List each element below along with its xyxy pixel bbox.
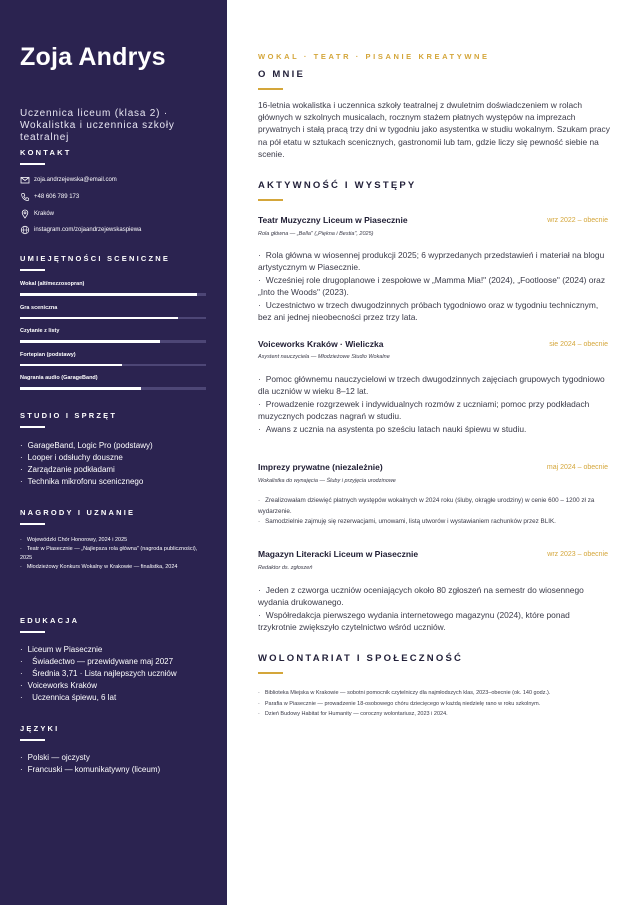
job-title: Imprezy prywatne (niezależnie): [258, 462, 383, 472]
list-item: · Liceum w Piasecznie: [20, 644, 215, 656]
list-item: · Rola główna w wiosennej produkcji 2025; 6 wyprzedanych przedstawień i materiał na blogu artystycznym w Piasecznie.: [258, 249, 610, 274]
skill-bar-fill: [20, 364, 122, 367]
list-item: · Świadectwo — przewidywane maj 2027: [20, 656, 215, 668]
phone-icon: [20, 192, 30, 202]
contact-phone-text: +48 606 789 173: [34, 194, 80, 200]
job-date: wrz 2023 – obecnie: [547, 551, 608, 558]
about-heading: O MNIE: [258, 69, 305, 80]
volunteer-heading: WOLONTARIAT I SPOŁECZNOŚĆ: [258, 653, 464, 664]
list-item: · Technika mikrofonu scenicznego: [20, 476, 215, 488]
list-item: · Wcześniej role drugoplanowe i zespołowe w „Mamma Mia!" (2024), „Footloose" (2024) oraz „Into the Woods" (2023).: [258, 274, 610, 299]
job-subtitle: Asystent nauczyciela — Młodzieżowe Studio Wokalne: [258, 354, 390, 360]
list-item: · Parafia w Piasecznie — prowadzenie 18-osobowego chóru dziecięcego w każdą niedzielę rano w roku szkolnym.: [258, 699, 610, 710]
skill-label: Nagrania audio (GarageBand): [20, 375, 98, 381]
job-title: Magazyn Literacki Liceum w Piasecznie: [258, 549, 419, 559]
skill-bar-fill: [20, 293, 197, 296]
candidate-subtitle: Uczennica liceum (klasa 2) · Wokalistka i uczennica szkoły teatralnej: [20, 108, 175, 143]
languages-list: [20, 752, 215, 776]
job-bullets: [258, 373, 610, 435]
contact-location-text: Kraków: [34, 211, 55, 217]
job-title: Voiceworks Kraków · Wieliczka: [258, 339, 384, 349]
list-item: · Współredakcja pierwszego wydania internetowego magazynu (2024), które ponad trzykrotnie zwiększyło czytelnictwo wśród uczniów.: [258, 609, 610, 634]
list-item: · Voiceworks Kraków: [20, 680, 215, 692]
job-subtitle: Rola główna — „Bella" („Piękna i Bestia", 2025): [258, 231, 374, 237]
mail-icon: [20, 175, 30, 185]
skill-row: [20, 305, 206, 311]
job-bullets: [258, 249, 610, 323]
globe-icon: [20, 225, 30, 235]
list-item: · Samodzielnie zajmuję się rezerwacjami, umowami, listą utworów i wystawianiem rachunków przez BLIK.: [258, 517, 610, 528]
job-subtitle: Wokalistka do wynajęcia — Śluby i przyjęcia urodzinowe: [258, 478, 396, 484]
education-list: [20, 644, 215, 704]
job-date: wrz 2022 – obecnie: [547, 217, 608, 224]
skill-bar-fill: [20, 340, 160, 343]
list-item: · Prowadzenie rozgrzewek i indywidualnych rozmów z uczniami; pomoc przy podkładach muzycznych podczas nagrań w studiu.: [258, 398, 610, 423]
skill-row: [20, 352, 206, 358]
list-item: · Zarządzanie podkładami: [20, 464, 215, 476]
list-item: · Młodzieżowy Konkurs Wokalny w Krakowie — finalistka, 2024: [20, 563, 200, 572]
studio-list: [20, 440, 215, 488]
awards-heading: NAGRODY I UZNANIE: [20, 508, 136, 517]
contact-phone[interactable]: [20, 192, 210, 202]
skill-bar-fill: [20, 317, 178, 320]
skill-bar-track: [20, 387, 206, 390]
job-date: maj 2024 – obecnie: [546, 464, 608, 471]
volunteer-list: [258, 688, 610, 720]
list-item: · Francuski — komunikatywny (liceum): [20, 764, 215, 776]
list-item: · Awans z ucznia na asystenta po sześciu latach nauki śpiewu w studiu.: [258, 423, 610, 435]
skill-bar-track: [20, 293, 206, 296]
contact-website[interactable]: [20, 225, 210, 235]
list-item: · Pomoc głównemu nauczycielowi w trzech dwugodzinnych zajęciach grupowych tygodniowo dla uczniów w wieku 8–12 lat.: [258, 373, 610, 398]
location-icon: [20, 209, 30, 219]
job-title: Teatr Muzyczny Liceum w Piasecznie: [258, 215, 408, 225]
skill-bar-track: [20, 317, 206, 320]
list-item: · Uczennica śpiewu, 6 lat: [20, 692, 215, 704]
skill-label: Wokal (alt/mezzosopran): [20, 281, 85, 287]
experience-heading: AKTYWNOŚĆ I WYSTĘPY: [258, 180, 417, 191]
skills-heading: UMIEJĘTNOŚCI SCENICZNE: [20, 254, 171, 263]
list-item: · Średnia 3,71 · Lista najlepszych uczniów: [20, 668, 215, 680]
list-item: · Wojewódzki Chór Honorowy, 2024 i 2025: [20, 536, 200, 545]
list-item: · Jeden z czworga uczniów oceniających około 80 zgłoszeń na semestr do wiosennego wydania drukowanego.: [258, 584, 610, 609]
contact-website-text: instagram.com/zojaandrzejewskaspiewa: [34, 227, 142, 233]
languages-heading: JĘZYKI: [20, 724, 60, 733]
tagline: WOKAL · TEATR · PISANIE KREATYWNE: [258, 52, 490, 61]
job-subtitle: Redaktor ds. zgłoszeń: [258, 565, 313, 571]
skill-row: [20, 328, 206, 334]
contact-email-text: zoja.andrzejewska@email.com: [34, 177, 117, 183]
awards-list: [20, 536, 200, 572]
contact-email[interactable]: [20, 175, 210, 185]
candidate-name: Zoja Andrys: [20, 43, 166, 71]
list-item: · Zrealizowałam dziewięć płatnych występów wokalnych w 2024 roku (śluby, okrągłe urodziny) w cenie 600 – 1200 zł za wydarzenie.: [258, 496, 610, 517]
list-item: · Dzień Budowy Habitat for Humanity — coroczny wolontariusz, 2023 i 2024.: [258, 709, 610, 720]
job-bullets: [258, 496, 610, 528]
list-item: · Teatr w Piasecznie — „Najlepsza rola główna" (nagroda publiczności), 2025: [20, 545, 200, 563]
job-bullets: [258, 584, 610, 634]
skill-bar-track: [20, 364, 206, 367]
skill-bar-track: [20, 340, 206, 343]
list-item: · Looper i odsłuchy douszne: [20, 452, 215, 464]
studio-heading: STUDIO I SPRZĘT: [20, 411, 118, 420]
list-item: · GarageBand, Logic Pro (podstawy): [20, 440, 215, 452]
list-item: · Polski — ojczysty: [20, 752, 215, 764]
contact-location: [20, 209, 210, 219]
skill-label: Czytanie z listy: [20, 328, 60, 334]
education-heading: EDUKACJA: [20, 616, 80, 625]
skill-label: Fortepian (podstawy): [20, 351, 76, 358]
skill-bar-fill: [20, 387, 141, 390]
job-date: sie 2024 – obecnie: [549, 341, 608, 348]
contact-heading: KONTAKT: [20, 148, 72, 157]
list-item: · Biblioteka Miejska w Krakowie — sobotni pomocnik czytelniczy dla najmłodszych klas, 2023–obecnie (ok. 140 godz.).: [258, 688, 610, 699]
list-item: · Uczestnictwo w trzech dwugodzinnych próbach tygodniowo oraz w tygodniu technicznym, bez ani jednej nieobecności przez trzy lata.: [258, 299, 610, 324]
skill-row: [20, 375, 206, 381]
about-text: 16-letnia wokalistka i uczennica szkoły teatralnej z dwuletnim doświadczeniem w rolach głównych w szkolnych musicalach, rocznym stażem płatnych występów na imprezach prywatnych i stałą pracą trzy dni w tygodniu jako asystentka w studiu wokalnym. Szukam pracy na pół etatu w sztukach scenicznych, gastronomii lub tam, gdzie liczy się pewność siebie na scenie.: [258, 100, 610, 159]
skill-label: Gra sceniczna: [20, 304, 58, 311]
skill-row: [20, 281, 206, 287]
